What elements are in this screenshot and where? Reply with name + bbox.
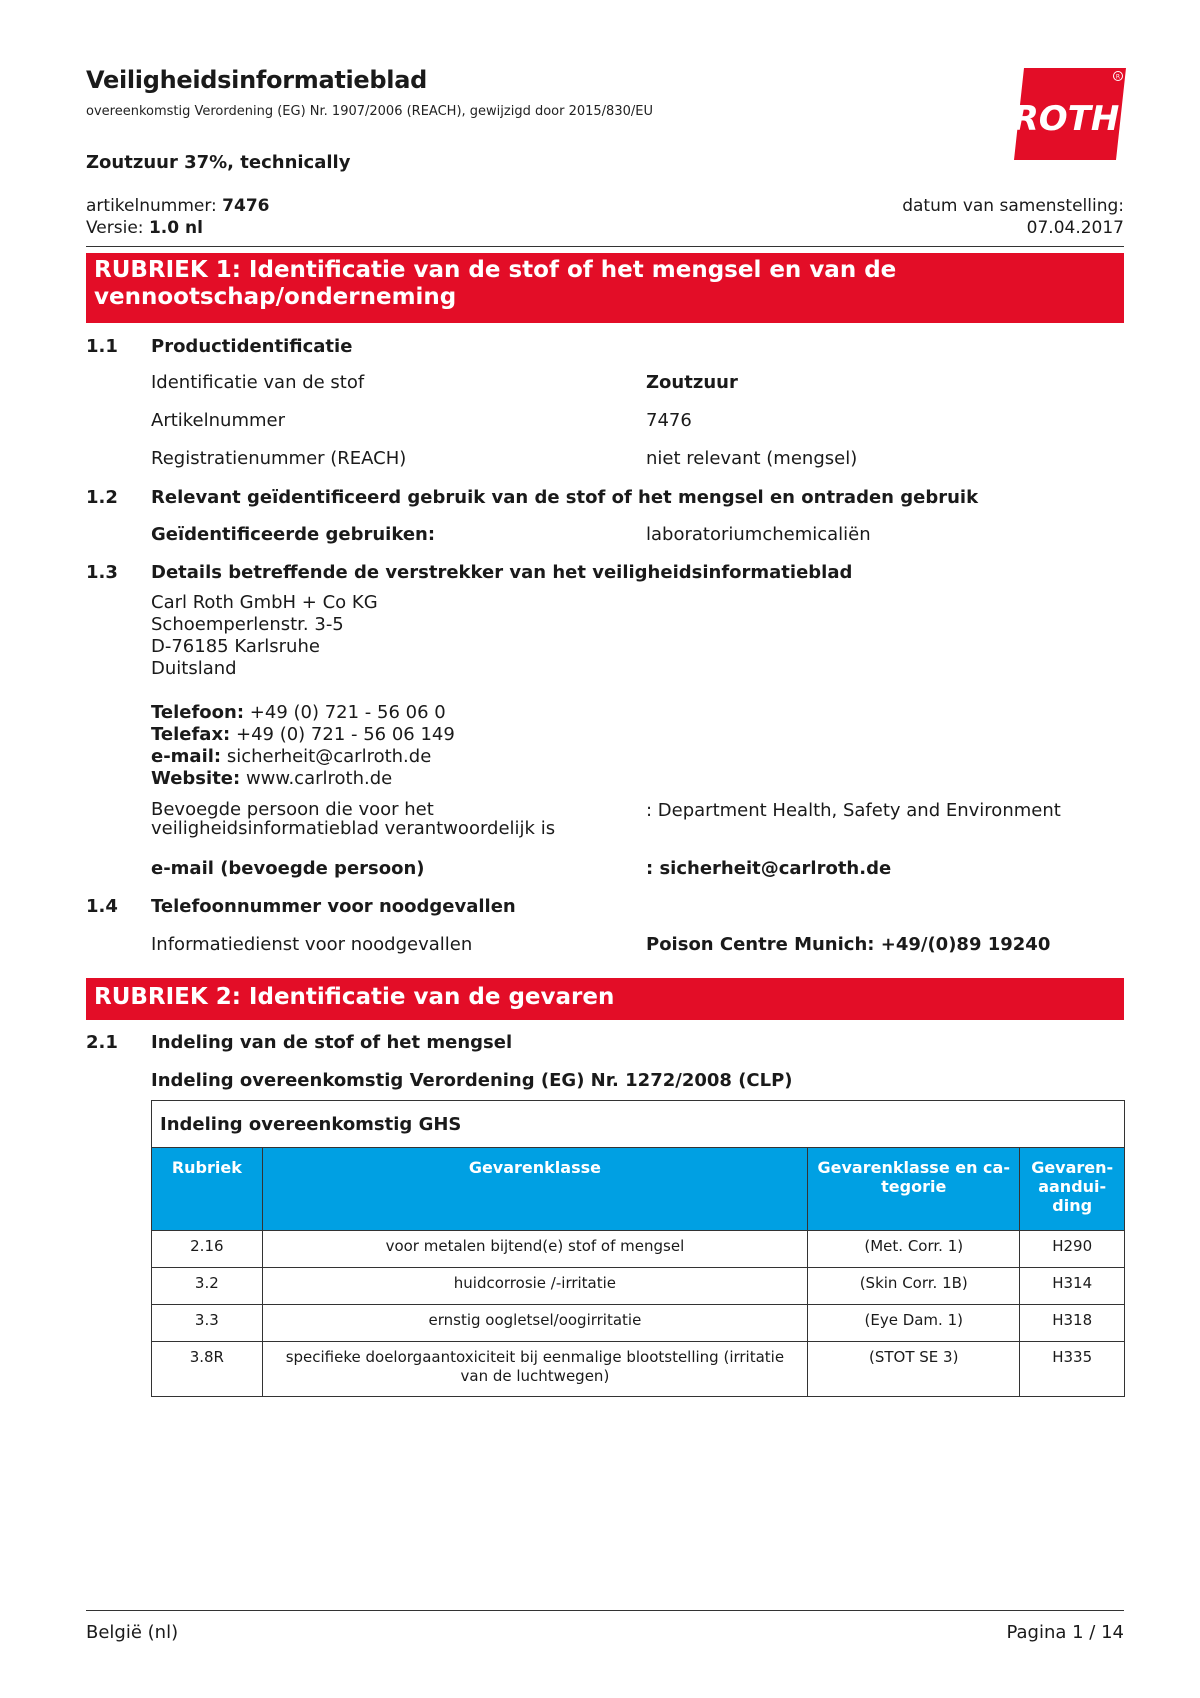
cell-class-category: (Skin Corr. 1B) bbox=[808, 1268, 1020, 1305]
identified-uses-value: laboratoriumchemicaliën bbox=[646, 524, 871, 545]
header-divider bbox=[86, 246, 1124, 247]
clp-classification-subtitle: Indeling overeenkomstig Verordening (EG) Nr. 1272/2008 (CLP) bbox=[151, 1070, 793, 1091]
section-1-1-number: 1.1 bbox=[86, 336, 118, 357]
ghs-classification-table bbox=[151, 1100, 1125, 1397]
reach-registration-value: niet relevant (mengsel) bbox=[646, 448, 858, 469]
cell-class-category: (Eye Dam. 1) bbox=[808, 1305, 1020, 1342]
document-subtitle: overeenkomstig Verordening (EG) Nr. 1907/2006 (REACH), gewijzigd door 2015/830/EU bbox=[86, 104, 653, 119]
section-2-header: RUBRIEK 2: Identificatie van de gevaren bbox=[86, 978, 1124, 1020]
responsible-person-label: Bevoegde persoon die voor het veiligheidsinformatieblad verantwoordelijk is bbox=[151, 799, 556, 839]
responsible-email-value[interactable]: : sicherheit@carlroth.de bbox=[646, 858, 892, 879]
website-label: Website: bbox=[151, 768, 241, 789]
cell-hazard-class: huidcorrosie /-irritatie bbox=[262, 1268, 807, 1305]
page-number: Pagina 1 / 14 bbox=[1006, 1622, 1124, 1643]
table-row bbox=[152, 1268, 1125, 1305]
cell-class-category: (Met. Corr. 1) bbox=[808, 1231, 1020, 1268]
phone-label: Telefoon: bbox=[151, 702, 245, 723]
company-name: Carl Roth GmbH + Co KG bbox=[151, 592, 378, 613]
email-link[interactable]: sicherheit@carlroth.de bbox=[226, 746, 432, 767]
emergency-info-label: Informatiedienst voor noodgevallen bbox=[151, 934, 473, 955]
logo-text: ROTH bbox=[1012, 99, 1120, 139]
col-header-class-category: Gevarenklasse en ca-tegorie bbox=[808, 1148, 1020, 1231]
emergency-info-value: Poison Centre Munich: +49/(0)89 19240 bbox=[646, 934, 1051, 955]
col-header-rubriek: Rubriek bbox=[152, 1148, 263, 1231]
date-label: datum van samenstelling: bbox=[902, 196, 1124, 216]
section-1-4-title: Telefoonnummer voor noodgevallen bbox=[151, 896, 516, 917]
responsible-person-value: : Department Health, Safety and Environment bbox=[646, 800, 1061, 821]
ghs-table-header-row bbox=[152, 1148, 1125, 1231]
cell-hazard-statement: H290 bbox=[1020, 1231, 1125, 1268]
reach-registration-label: Registratienummer (REACH) bbox=[151, 448, 407, 469]
supplier-contact bbox=[151, 702, 455, 790]
city: D-76185 Karlsruhe bbox=[151, 636, 320, 657]
svg-text:R: R bbox=[1115, 73, 1121, 81]
cell-rubriek: 3.3 bbox=[152, 1305, 263, 1342]
cell-class-category: (STOT SE 3) bbox=[808, 1342, 1020, 1397]
section-1-3-title: Details betreffende de verstrekker van het veiligheidsinformatieblad bbox=[151, 562, 853, 583]
section-2-1-title: Indeling van de stof of het mengsel bbox=[151, 1032, 513, 1053]
roth-logo bbox=[1006, 64, 1126, 164]
footer-divider bbox=[86, 1610, 1124, 1611]
table-row bbox=[152, 1231, 1125, 1268]
cell-hazard-class: ernstig oogletsel/oogirritatie bbox=[262, 1305, 807, 1342]
date-meta bbox=[902, 195, 1124, 239]
responsible-email-label: e-mail (bevoegde persoon) bbox=[151, 858, 425, 879]
date-value: 07.04.2017 bbox=[1026, 218, 1124, 238]
country: Duitsland bbox=[151, 658, 237, 679]
fax-label: Telefax: bbox=[151, 724, 231, 745]
section-1-2-number: 1.2 bbox=[86, 487, 118, 508]
article-number-value: 7476 bbox=[646, 410, 692, 431]
street: Schoemperlenstr. 3-5 bbox=[151, 614, 344, 635]
supplier-address bbox=[151, 592, 378, 680]
cell-rubriek: 2.16 bbox=[152, 1231, 263, 1268]
cell-hazard-class: specifieke doelorgaantoxiciteit bij eenmalige blootstelling (irritatie van de luchtwegen) bbox=[262, 1342, 807, 1397]
cell-hazard-statement: H318 bbox=[1020, 1305, 1125, 1342]
section-1-3-number: 1.3 bbox=[86, 562, 118, 583]
cell-hazard-class: voor metalen bijtend(e) stof of mengsel bbox=[262, 1231, 807, 1268]
table-row bbox=[152, 1305, 1125, 1342]
identified-uses-label: Geïdentificeerde gebruiken: bbox=[151, 524, 436, 545]
substance-id-label: Identificatie van de stof bbox=[151, 372, 365, 393]
sds-page bbox=[86, 0, 1124, 1698]
version-label: Versie: bbox=[86, 218, 144, 238]
ghs-table-title: Indeling overeenkomstig GHS bbox=[152, 1101, 1125, 1148]
website-link[interactable]: www.carlroth.de bbox=[245, 768, 393, 789]
document-title: Veiligheidsinformatieblad bbox=[86, 66, 427, 94]
version-value: 1.0 nl bbox=[148, 218, 203, 238]
section-1-2-title: Relevant geïdentificeerd gebruik van de stof of het mengsel en ontraden gebruik bbox=[151, 487, 979, 508]
cell-hazard-statement: H335 bbox=[1020, 1342, 1125, 1397]
fax-value: +49 (0) 721 - 56 06 149 bbox=[236, 724, 455, 745]
cell-rubriek: 3.2 bbox=[152, 1268, 263, 1305]
footer-country: België (nl) bbox=[86, 1622, 179, 1643]
section-1-header: RUBRIEK 1: Identificatie van de stof of het mengsel en van de vennootschap/onderneming bbox=[86, 253, 1124, 323]
col-header-hazard-class: Gevarenklasse bbox=[262, 1148, 807, 1231]
article-meta bbox=[86, 195, 270, 239]
substance-id-value: Zoutzuur bbox=[646, 372, 738, 393]
section-2-1-number: 2.1 bbox=[86, 1032, 118, 1053]
col-header-hazard-statement: Gevaren-aandui-ding bbox=[1020, 1148, 1125, 1231]
article-value: 7476 bbox=[222, 196, 270, 216]
cell-rubriek: 3.8R bbox=[152, 1342, 263, 1397]
table-row bbox=[152, 1342, 1125, 1397]
section-1-1-title: Productidentificatie bbox=[151, 336, 353, 357]
article-number-label: Artikelnummer bbox=[151, 410, 285, 431]
section-1-4-number: 1.4 bbox=[86, 896, 118, 917]
email-label: e-mail: bbox=[151, 746, 222, 767]
phone-value: +49 (0) 721 - 56 06 0 bbox=[249, 702, 446, 723]
article-label: artikelnummer: bbox=[86, 196, 217, 216]
product-name: Zoutzuur 37%, technically bbox=[86, 152, 351, 173]
cell-hazard-statement: H314 bbox=[1020, 1268, 1125, 1305]
